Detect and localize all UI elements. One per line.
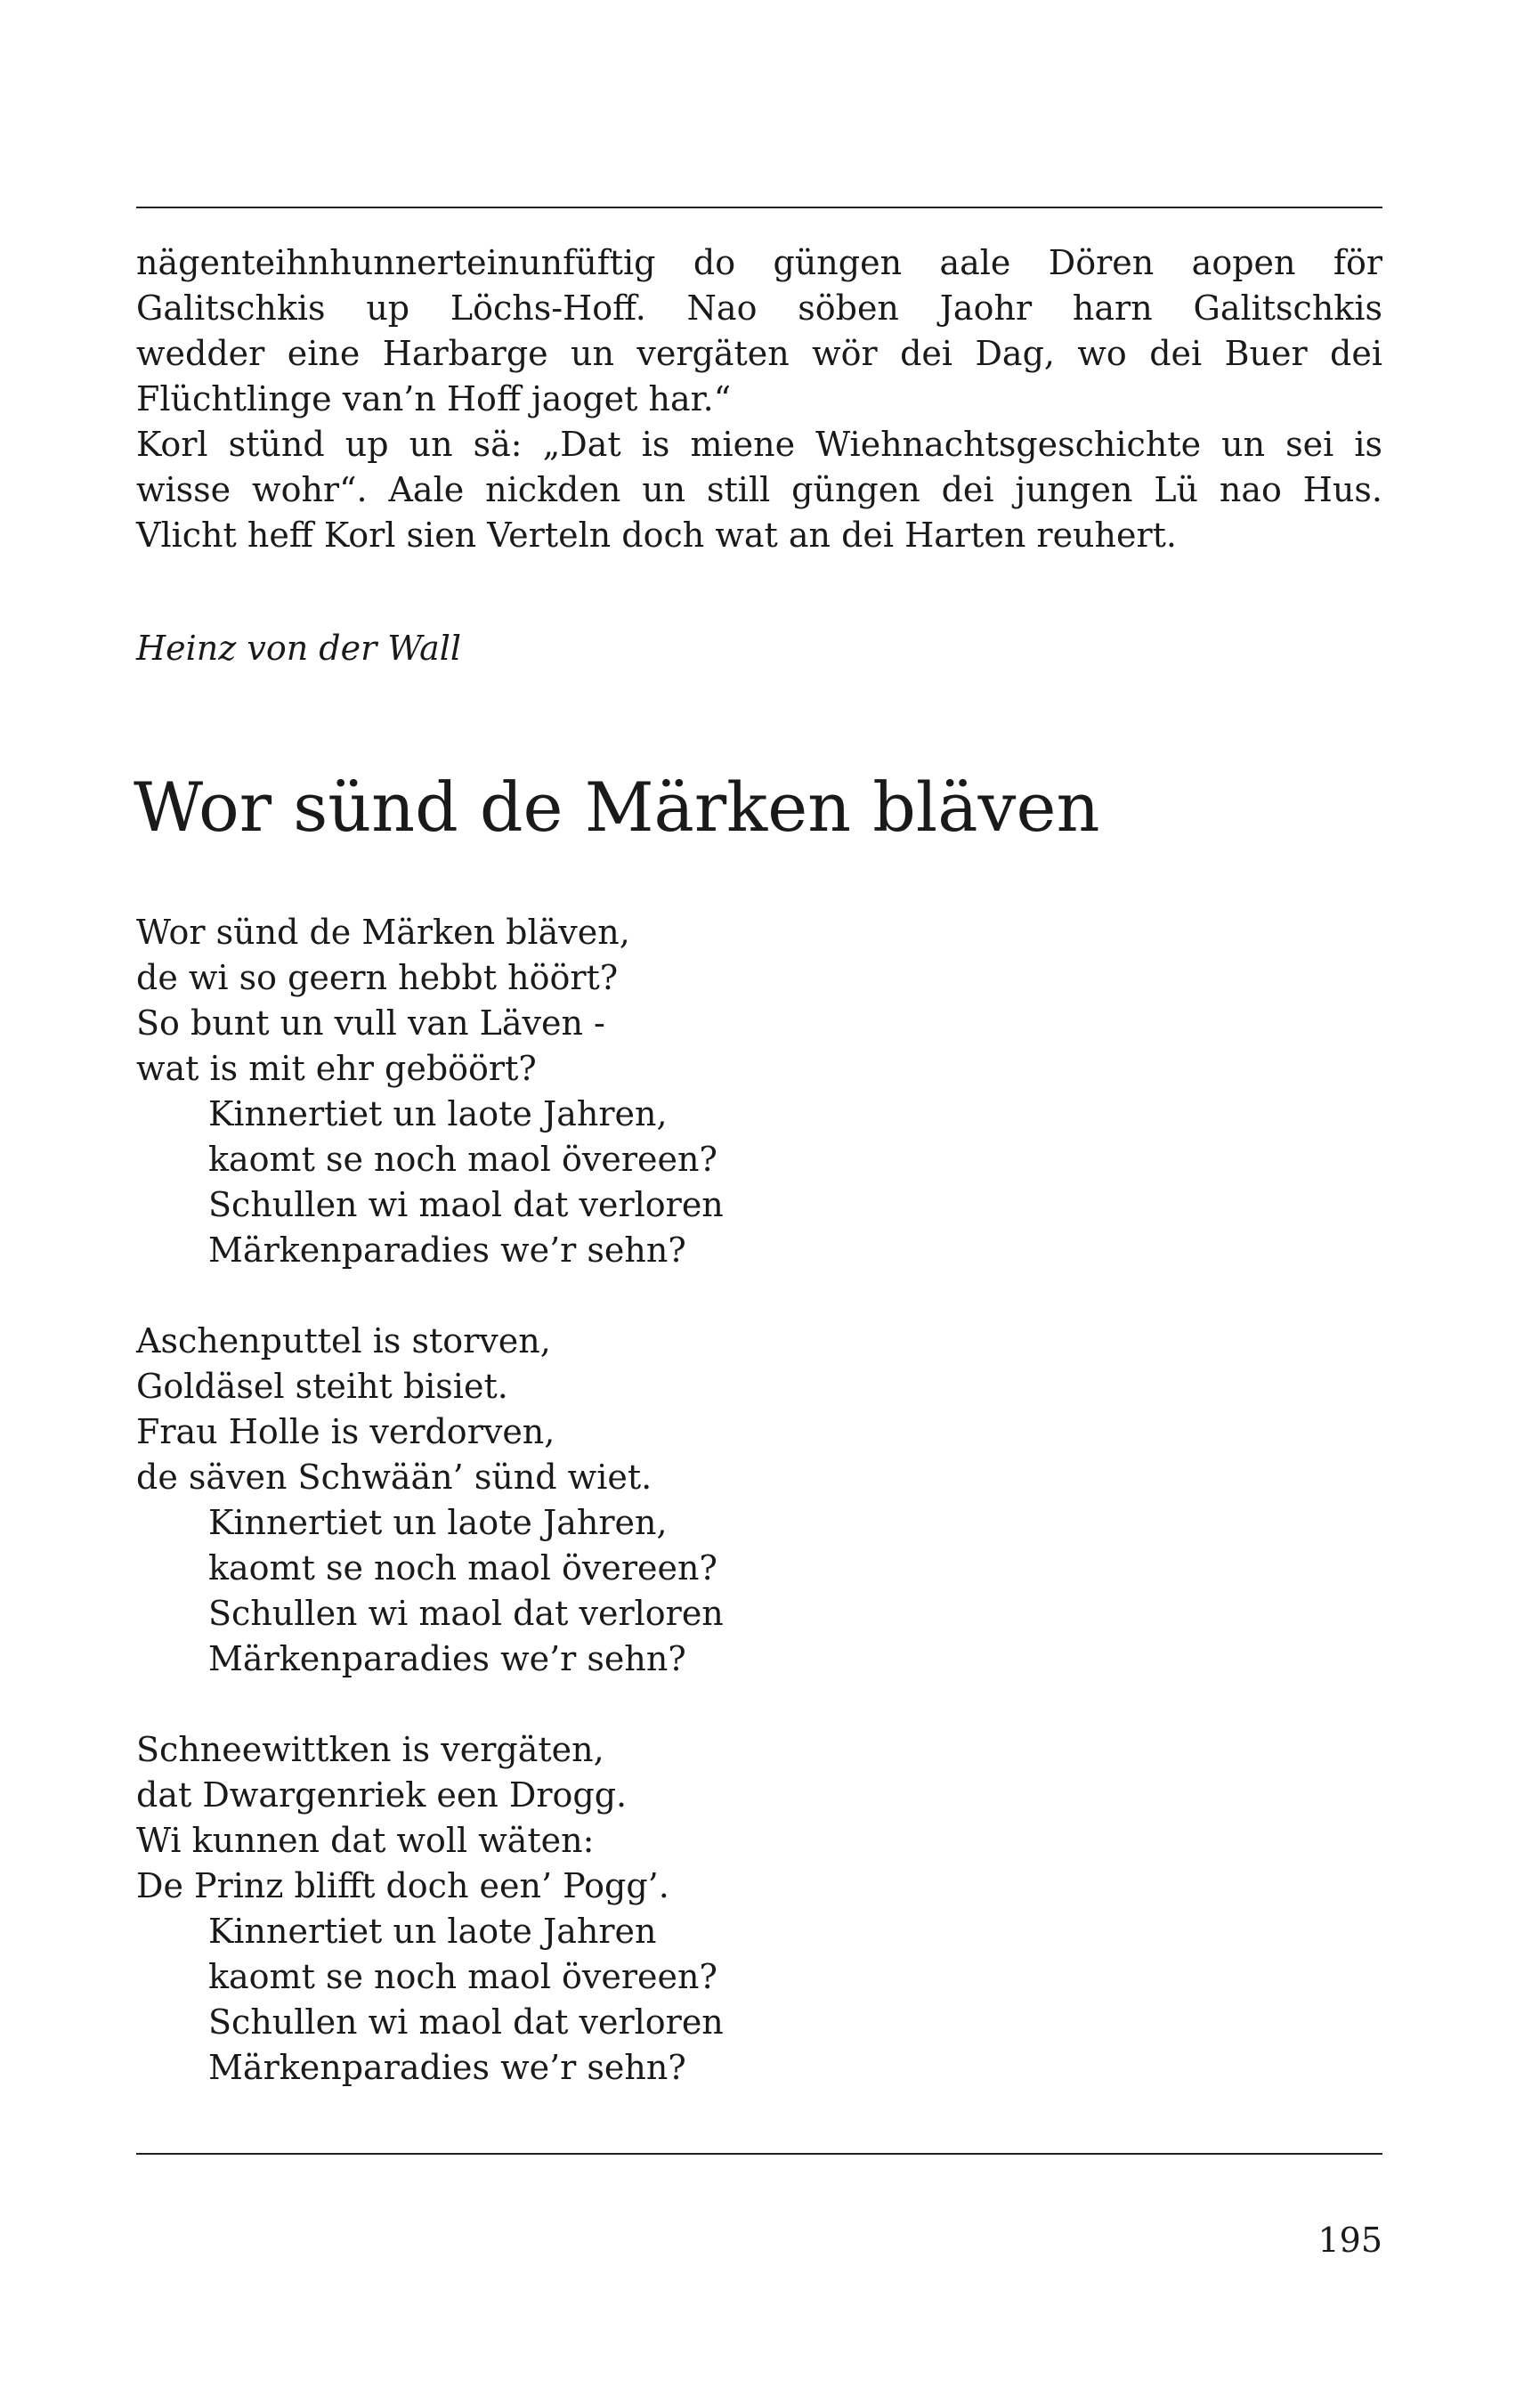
- verse-line: wat is mit ehr geböört?: [136, 1049, 537, 1088]
- refrain-line: Kinnertiet un laote Jahren,: [208, 1094, 668, 1133]
- refrain-line: kaomt se noch maol övereen?: [208, 1140, 717, 1179]
- verse-line: De Prinz blifft doch een’ Pogg’.: [136, 1866, 669, 1905]
- prose-paragraph: [136, 240, 1382, 558]
- stanza: [136, 1727, 1382, 2091]
- prose-line: wedder eine Harbarge un vergäten wör dei Dag, wo dei Buer dei: [136, 334, 1382, 373]
- prose-line: Vlicht heff Korl sien Verteln doch wat an dei Harten reuhert.: [136, 516, 1178, 555]
- refrain-line: Kinnertiet un laote Jahren: [208, 1912, 657, 1951]
- refrain-line: Märkenparadies we’r sehn?: [208, 1230, 686, 1270]
- verse-line: So bunt un vull van Läven -: [136, 1003, 605, 1043]
- stanza: [136, 910, 1382, 1273]
- poem: [136, 910, 1382, 2091]
- verse-line: de wi so geern hebbt höört?: [136, 958, 619, 997]
- refrain-line: Schullen wi maol dat verloren: [208, 1594, 724, 1633]
- refrain-line: Märkenparadies we’r sehn?: [208, 1639, 686, 1678]
- prose-line: Flüchtlinge van’n Hoff jaoget har.“: [136, 379, 732, 418]
- refrain-line: kaomt se noch maol övereen?: [208, 1548, 717, 1588]
- verse-line: dat Dwargenriek een Drogg.: [136, 1775, 628, 1815]
- verse-line: Frau Holle is verdorven,: [136, 1412, 555, 1451]
- verse-line: Schneewittken is vergäten,: [136, 1730, 604, 1769]
- prose-line: wisse wohr“. Aale nickden un still güngen dei jungen Lü nao Hus.: [136, 470, 1382, 509]
- refrain-line: Kinnertiet un laote Jahren,: [208, 1503, 668, 1542]
- prose-line: nägenteihnhunnerteinunfüftig do güngen aale Dören aopen för: [136, 243, 1382, 282]
- verse-line: Aschenputtel is storven,: [136, 1321, 551, 1360]
- bottom-rule: [136, 2153, 1382, 2155]
- refrain-line: kaomt se noch maol övereen?: [208, 1957, 717, 1996]
- prose-line: Korl stünd up un sä: „Dat is miene Wiehnachtsgeschichte un sei is: [136, 425, 1382, 464]
- verse-line: Wi kunnen dat woll wäten:: [136, 1821, 595, 1860]
- verse-line: Goldäsel steiht bisiet.: [136, 1367, 508, 1406]
- prose-line: Galitschkis up Löchs-Hoff. Nao söben Jaohr harn Galitschkis: [136, 288, 1382, 328]
- verse-line: de säven Schwään’ sünd wiet.: [136, 1458, 652, 1497]
- refrain-line: Märkenparadies we’r sehn?: [208, 2048, 686, 2087]
- stanza: [136, 1319, 1382, 1682]
- author-name: Heinz von der Wall: [136, 629, 462, 668]
- refrain-line: Schullen wi maol dat verloren: [208, 2002, 724, 2042]
- page-number: 195: [1317, 2221, 1382, 2260]
- verse-line: Wor sünd de Märken bläven,: [136, 913, 630, 952]
- poem-title: Wor sünd de Märken bläven: [134, 767, 1100, 847]
- refrain-line: Schullen wi maol dat verloren: [208, 1185, 724, 1224]
- top-rule: [136, 207, 1382, 208]
